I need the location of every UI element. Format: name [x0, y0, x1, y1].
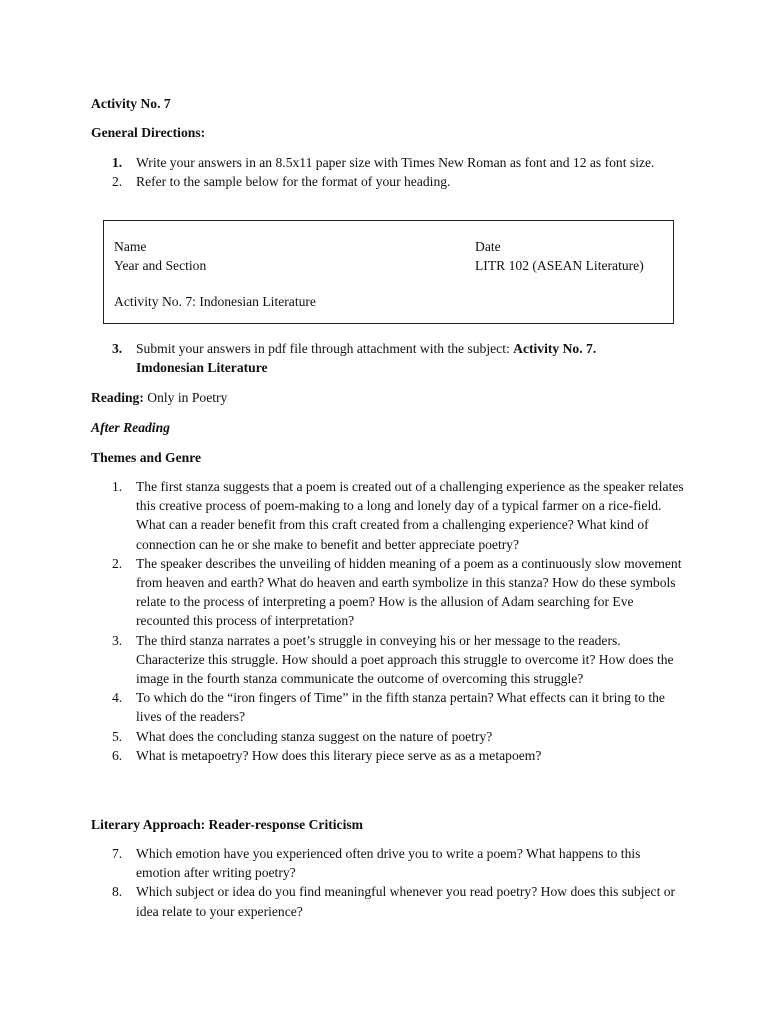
directions-list	[112, 153, 666, 191]
heading-name: Name	[114, 239, 147, 254]
question-text: Which subject or idea do you find meaningful whenever you read poetry? How does this subject or idea relate to your experience?	[136, 884, 676, 919]
literary-approach-heading: Literary Approach: Reader-response Criticism	[91, 817, 363, 832]
heading-activity: Activity No. 7: Indonesian Literature	[114, 294, 316, 309]
direction-number: 2.	[112, 174, 123, 190]
question-item	[112, 477, 684, 554]
question-item	[112, 688, 684, 726]
direction-number: 1.	[112, 155, 123, 170]
question-item	[112, 844, 684, 882]
reading-value: Only in Poetry	[143, 390, 228, 405]
direction-item	[112, 153, 666, 172]
question-item	[112, 746, 684, 765]
question-number: 6.	[112, 747, 123, 763]
direction-number: 3.	[112, 341, 123, 356]
direction-subject-line1: Activity No. 7.	[513, 341, 597, 356]
themes-heading: Themes and Genre	[91, 450, 202, 465]
question-number: 4.	[112, 690, 123, 706]
question-text: Which emotion have you experienced often drive you to write a poem? What happens to this emotion after writing poetry?	[136, 846, 641, 881]
after-reading-heading: After Reading	[91, 420, 170, 435]
heading-date: Date	[475, 239, 501, 254]
general-directions-heading: General Directions:	[91, 125, 206, 140]
question-number: 2.	[112, 555, 123, 571]
question-item	[112, 631, 684, 689]
question-number: 5.	[112, 728, 123, 744]
direction-subject-line2: Imdonesian Literature	[136, 360, 268, 376]
heading-year-section: Year and Section	[114, 258, 207, 273]
question-number: 8.	[112, 884, 123, 900]
question-number: 7.	[112, 846, 123, 861]
literary-questions-list	[112, 844, 684, 921]
direction-3-list	[112, 339, 676, 377]
question-number: 3.	[112, 632, 123, 648]
question-text: The speaker describes the unveiling of hidden meaning of a poem as a continuously slow movement from heaven and earth? What do heaven and earth symbolize in this stanza? How do these symbols relate to the process of interpreting a poem? How is the allusion of Adam searching for Eve recounted this process of interpretation?	[136, 555, 682, 629]
direction-item	[112, 339, 676, 377]
question-text: What does the concluding stanza suggest on the nature of poetry?	[136, 728, 493, 744]
heading-course: LITR 102 (ASEAN Literature)	[475, 258, 644, 273]
direction-item	[112, 172, 666, 191]
question-number: 1.	[112, 479, 123, 494]
reading-line	[91, 388, 227, 407]
activity-title: Activity No. 7	[91, 96, 171, 111]
question-text: What is metapoetry? How does this literary piece serve as as a metapoem?	[136, 747, 542, 763]
direction-text: Submit your answers in pdf file through attachment with the subject:	[136, 341, 514, 356]
question-item	[112, 882, 684, 920]
question-text: To which do the “iron fingers of Time” in the fifth stanza pertain? What effects can it bring to the lives of the readers?	[136, 690, 665, 725]
reading-label: Reading:	[91, 390, 144, 405]
question-item	[112, 554, 684, 631]
question-text: The third stanza narrates a poet’s struggle in conveying his or her message to the readers. Characterize this struggle. How should a poet approach this struggle to overcome it? How does the image in the fourth stanza communicate the outcome of overcoming this struggle?	[136, 632, 674, 687]
direction-text: Refer to the sample below for the format of your heading.	[136, 174, 451, 190]
direction-text: Write your answers in an 8.5x11 paper size with Times New Roman as font and 12 as font size.	[136, 155, 655, 170]
question-item	[112, 727, 684, 746]
question-text: The first stanza suggests that a poem is created out of a challenging experience as the speaker relates this creative process of poem-making to a long and lonely day of a typical farmer on a rice-field. What can a reader benefit from this craft created from a challenging experience? What kind of connection can he or she make to benefit and better appreciate poetry?	[136, 479, 684, 552]
themes-questions-list	[112, 477, 684, 765]
heading-sample-box	[103, 220, 674, 324]
